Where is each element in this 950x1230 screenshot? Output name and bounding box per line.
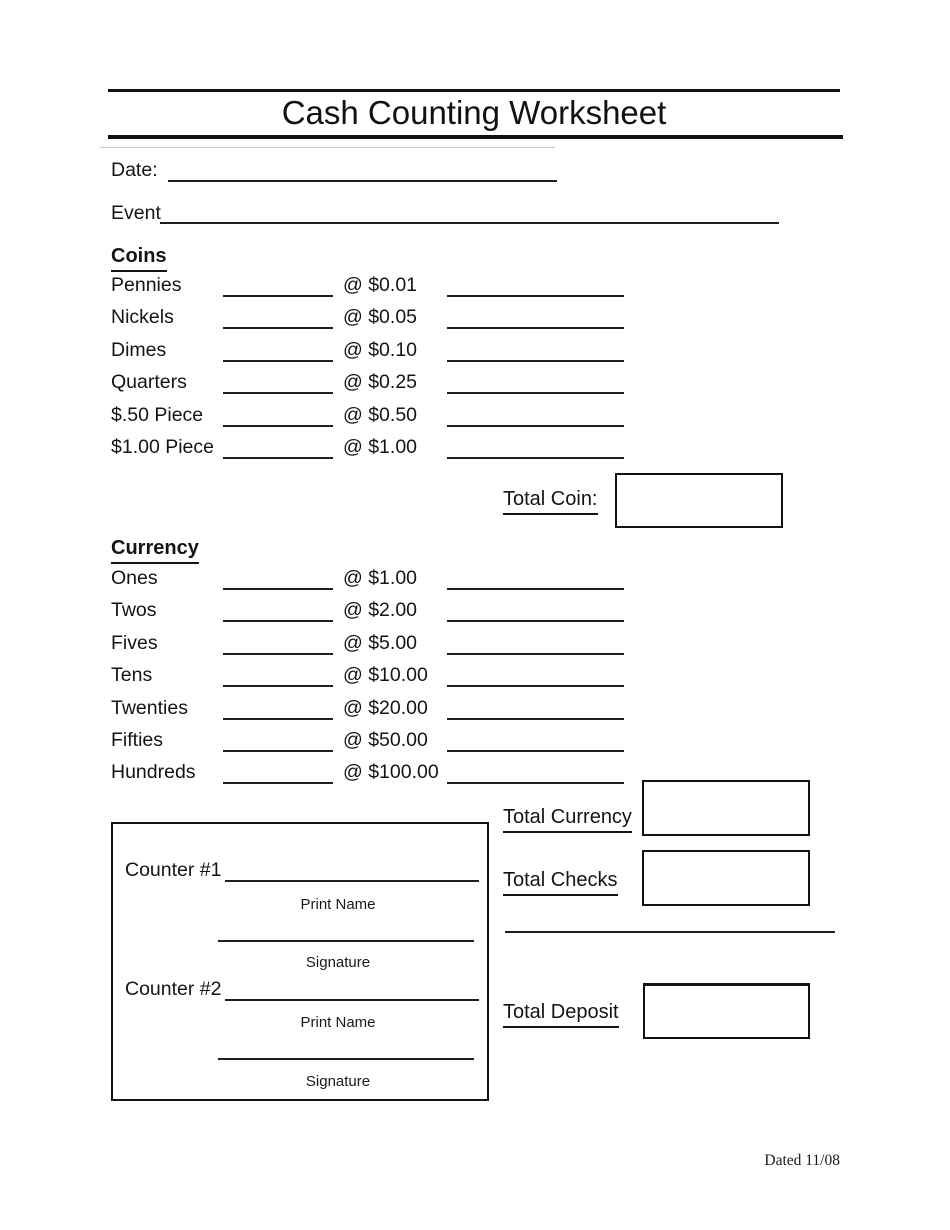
currency-rate-label: @ $2.00 — [343, 599, 418, 621]
coin-count-fill-line[interactable] — [223, 457, 333, 459]
coin-rate-label: @ $0.10 — [343, 339, 418, 361]
coin-count-fill-line[interactable] — [223, 392, 333, 394]
currency-row-label: Hundreds — [111, 761, 196, 783]
counter1-signature-caption: Signature — [305, 954, 371, 971]
currency-amount-fill-line[interactable] — [447, 620, 624, 622]
currency-count-fill-line[interactable] — [223, 782, 333, 784]
currency-row-ones — [111, 558, 624, 590]
coin-row-quarters — [111, 362, 624, 394]
counters-box — [111, 822, 489, 1101]
scan-artifact-line — [100, 147, 555, 148]
coins-section-header: Coins — [111, 245, 167, 272]
coin-amount-fill-line[interactable] — [447, 457, 624, 459]
coin-rate-label: @ $0.05 — [343, 306, 418, 328]
counter2-print-name-caption: Print Name — [300, 1014, 376, 1031]
currency-row-label: Twenties — [111, 697, 188, 719]
currency-row-fifties — [111, 720, 624, 752]
page-title: Cash Counting Worksheet — [281, 94, 667, 131]
currency-row-label: Fives — [111, 632, 158, 654]
currency-row-label: Ones — [111, 567, 158, 589]
coin-row-half-dollars — [111, 395, 624, 427]
title-bottom-rule — [108, 135, 843, 139]
counter1-label: Counter #1 — [125, 859, 222, 881]
counter1-row — [125, 854, 479, 882]
title-top-rule — [108, 89, 840, 92]
counter2-print-name-line[interactable] — [225, 999, 479, 1001]
coin-row-nickels — [111, 297, 624, 329]
counter2-signature-caption: Signature — [305, 1073, 371, 1090]
total-deposit-label: Total Deposit — [503, 1001, 619, 1028]
dated-note: Dated 11/08 — [764, 1152, 840, 1169]
currency-row-tens — [111, 655, 624, 687]
date-fill-line[interactable] — [168, 180, 557, 182]
date-label: Date: — [111, 159, 158, 181]
currency-rate-label: @ $50.00 — [343, 729, 428, 751]
coin-row-label: Dimes — [111, 339, 167, 361]
coin-row-label: Pennies — [111, 274, 182, 296]
coin-count-fill-line[interactable] — [223, 327, 333, 329]
coin-row-label: $.50 Piece — [111, 404, 204, 426]
counter1-signature-line[interactable] — [218, 940, 474, 942]
coin-amount-fill-line[interactable] — [447, 392, 624, 394]
coin-amount-fill-line[interactable] — [447, 327, 624, 329]
total-checks-label: Total Checks — [503, 869, 618, 896]
currency-row-twenties — [111, 688, 624, 720]
currency-row-fives — [111, 623, 624, 655]
total-deposit-box[interactable] — [643, 983, 810, 1039]
currency-rate-label: @ $100.00 — [343, 761, 439, 783]
counter1-print-name-caption: Print Name — [300, 896, 376, 913]
currency-amount-fill-line[interactable] — [447, 685, 624, 687]
currency-rate-label: @ $5.00 — [343, 632, 418, 654]
total-coin-label: Total Coin: — [503, 488, 598, 515]
total-checks-box[interactable] — [642, 850, 810, 906]
event-label: Event — [111, 202, 161, 224]
currency-section-header: Currency — [111, 537, 199, 564]
currency-amount-fill-line[interactable] — [447, 782, 624, 784]
currency-rate-label: @ $10.00 — [343, 664, 428, 686]
currency-row-label: Twos — [111, 599, 157, 621]
coin-row-label: Quarters — [111, 371, 187, 393]
coin-rate-label: @ $0.25 — [343, 371, 418, 393]
counter1-print-name-line[interactable] — [225, 880, 479, 882]
counter2-signature-line[interactable] — [218, 1058, 474, 1060]
event-fill-line[interactable] — [160, 222, 779, 224]
currency-row-label: Tens — [111, 664, 153, 686]
coin-rate-label: @ $1.00 — [343, 436, 418, 458]
coin-row-label: $1.00 Piece — [111, 436, 214, 458]
total-coin-box[interactable] — [615, 473, 783, 528]
coin-rate-label: @ $0.50 — [343, 404, 418, 426]
currency-row-twos — [111, 590, 624, 622]
counter2-label: Counter #2 — [125, 978, 222, 1000]
currency-rate-label: @ $20.00 — [343, 697, 428, 719]
currency-count-fill-line[interactable] — [223, 685, 333, 687]
total-currency-box[interactable] — [642, 780, 810, 836]
coin-row-pennies — [111, 265, 624, 297]
total-currency-label: Total Currency — [503, 806, 632, 833]
currency-row-hundreds — [111, 752, 624, 784]
coin-row-dollar-coins — [111, 427, 624, 459]
currency-row-label: Fifties — [111, 729, 164, 751]
currency-rate-label: @ $1.00 — [343, 567, 418, 589]
coin-row-label: Nickels — [111, 306, 174, 328]
checks-note-fill-line[interactable] — [505, 931, 835, 933]
coin-rate-label: @ $0.01 — [343, 274, 418, 296]
counter2-row — [125, 973, 479, 1001]
currency-count-fill-line[interactable] — [223, 620, 333, 622]
coin-row-dimes — [111, 330, 624, 362]
